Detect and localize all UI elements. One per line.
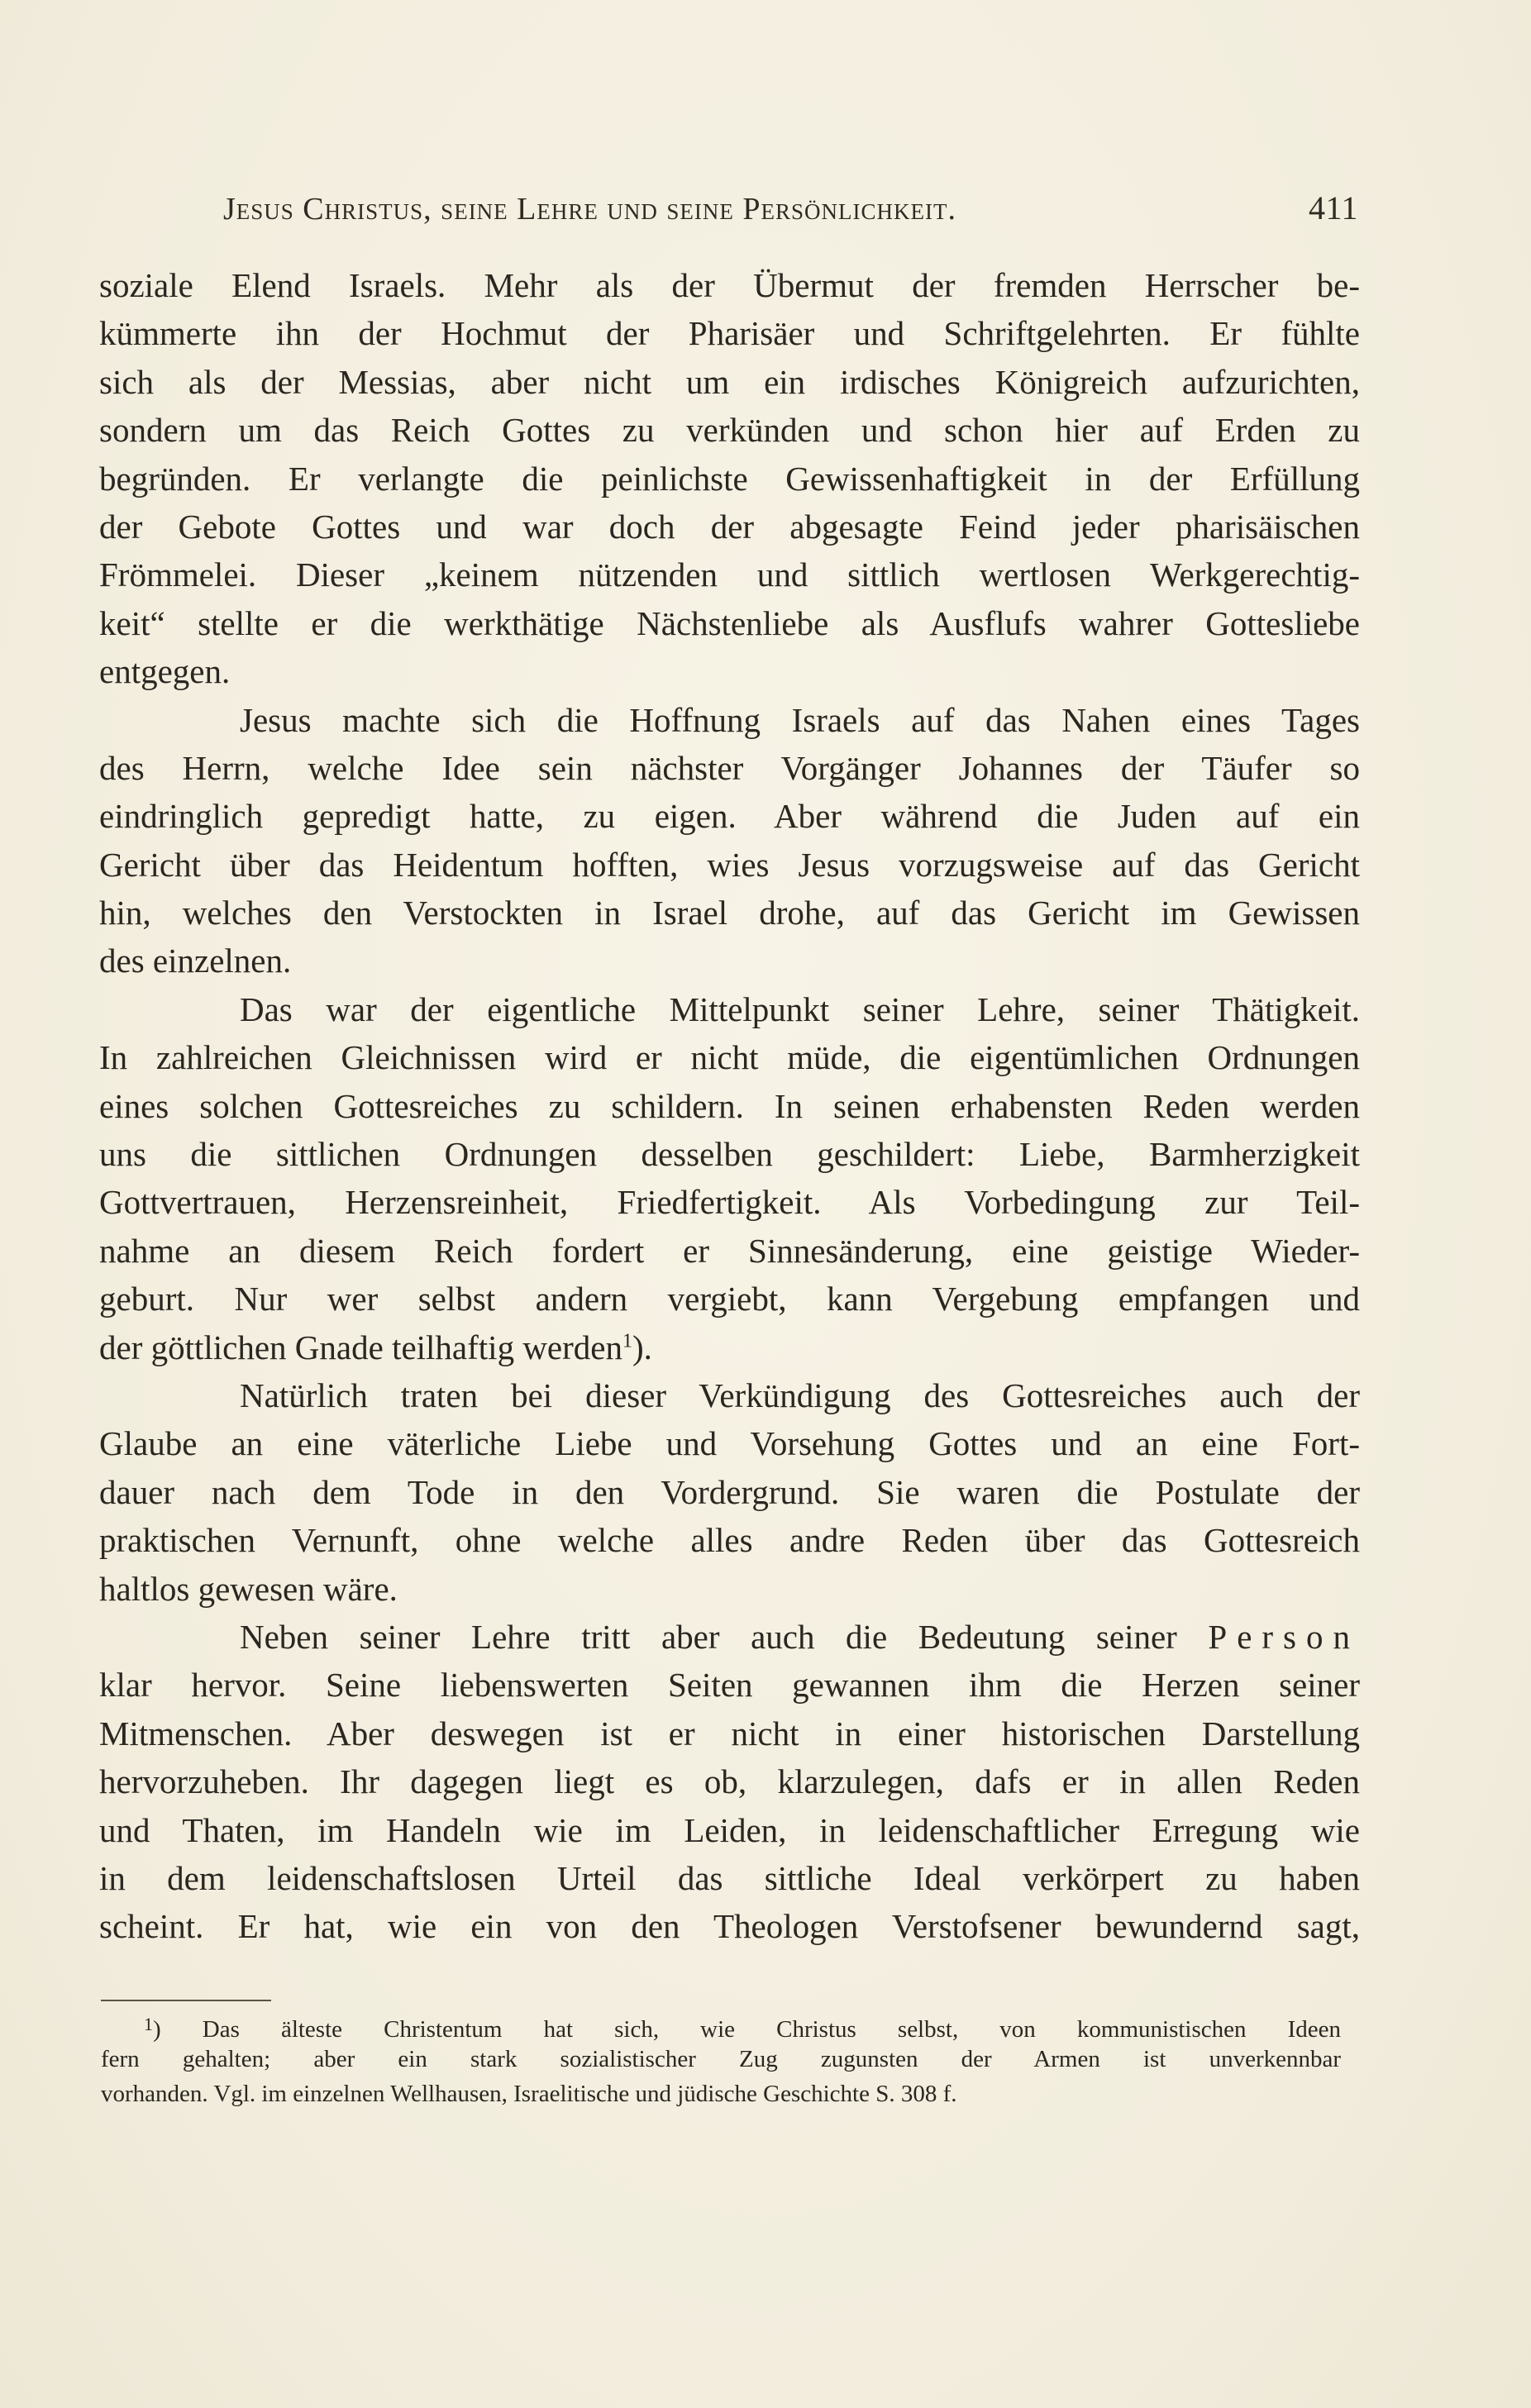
text-line: sondern um das Reich Gottes zu verkünden und schon hier auf Erden zu [99,411,1360,450]
running-title: Jesus Christus, seine Lehre und seine Persönlichkeit. [223,192,956,226]
text-line: Mitmenschen. Aber deswegen ist er nicht in einer historischen Darstellung [99,1714,1360,1752]
paragraph-start-line: Jesus machte sich die Hoffnung Israels auf das Nahen eines Tages [240,700,1360,739]
footnote-text: ) Das älteste Christentum hat sich, wie Christus selbst, von kommunistischen Ideen [153,2016,1341,2043]
text-line: Frömmelei. Dieser „keinem nützenden und sittlich wertlosen Werkgerechtig- [99,556,1360,594]
text-line: Glaube an eine väterliche Liebe und Vorsehung Gottes und an eine Fort- [99,1424,1360,1463]
paragraph-start-line: Natürlich traten bei dieser Verkündigung des Gottesreiches auch der [240,1376,1360,1414]
text-line: eines solchen Gottesreiches zu schildern. In seinen erhabensten Reden werden [99,1086,1360,1125]
footnote-marker: 1 [144,2014,153,2034]
text-line-with-footnote [99,1323,1360,1371]
text-line: haltlos gewesen wäre. [99,1569,398,1608]
text-line: hin, welches den Verstockten in Israel drohe, auf das Gericht im Gewissen [99,894,1360,932]
footnote-line: fern gehalten; aber ein stark sozialistischer Zug zugunsten der Armen ist unverkennbar [101,2046,1341,2072]
text-line: eindringlich gepredigt hatte, zu eigen. Aber während die Juden auf ein [99,797,1360,836]
running-header [223,188,1358,238]
text-line: klar hervor. Seine liebenswerten Seiten gewannen ihm die Herzen seiner [99,1666,1360,1705]
footnote-line [101,2007,1341,2042]
text-line: des einzelnen. [99,942,292,980]
text-line: Gottvertrauen, Herzensreinheit, Friedfertigkeit. Als Vorbedingung zur Teil- [99,1183,1360,1222]
body-text [99,261,1360,1951]
text-line: sich als der Messias, aber nicht um ein irdisches Königreich aufzurichten, [99,362,1360,401]
footnote-divider [101,2000,271,2001]
text-line: und Thaten, im Handeln wie im Leiden, in leidenschaftlicher Erregung wie [99,1810,1360,1849]
text-line: praktischen Vernunft, ohne welche alles andre Reden über das Gottesreich [99,1521,1360,1560]
text-line: soziale Elend Israels. Mehr als der Übermut der fremden Herrscher be- [99,266,1360,304]
text-line: kümmerte ihn der Hochmut der Pharisäer und Schriftgelehrten. Er fühlte [99,314,1360,353]
text-line: des Herrn, welche Idee sein nächster Vorgänger Johannes der Täufer so [99,748,1360,787]
paragraph-start-line: Das war der eigentliche Mittelpunkt seiner Lehre, seiner Thätigkeit. [240,989,1360,1028]
text-line: in dem leidenschaftslosen Urteil das sittliche Ideal verkörpert zu haben [99,1858,1360,1897]
text-line: der Gebote Gottes und war doch der abgesagte Feind jeder pharisäischen [99,507,1360,546]
emphasized-word: Person [1208,1617,1361,1656]
footnote-line: vorhanden. Vgl. im einzelnen Wellhausen, Israelitische und jüdische Geschichte S. 308 f. [101,2081,957,2107]
text-line: entgegen. [99,652,231,691]
text-segment: Neben seiner Lehre tritt aber auch die Bedeutung seiner [240,1617,1177,1656]
text-line: dauer nach dem Tode in den Vordergrund. Sie waren die Postulate der [99,1472,1360,1511]
text-line: Gericht über das Heidentum hofften, wies Jesus vorzugsweise auf das Gericht [99,845,1360,884]
text-line: nahme an diesem Reich fordert er Sinnesänderung, eine geistige Wieder- [99,1231,1360,1270]
text-line: scheint. Er hat, wie ein von den Theologen Verstofsener bewundernd sagt, [99,1907,1360,1946]
text-segment: der göttlichen Gnade teilhaftig werden [99,1328,622,1366]
footnote-reference[interactable]: 1 [622,1329,632,1352]
paragraph-start-line [99,1613,1360,1661]
text-line: hervorzuheben. Ihr dagegen liegt es ob, klarzulegen, dafs er in allen Reden [99,1762,1360,1801]
page-number: 411 [1308,189,1358,226]
text-line: keit“ stellte er die werkthätige Nächstenliebe als Ausflufs wahrer Gottesliebe [99,603,1360,642]
text-line: begründen. Er verlangte die peinlichste Gewissenhaftigkeit in der Erfüllung [99,459,1360,498]
text-line: uns die sittlichen Ordnungen desselben geschildert: Liebe, Barmherzigkeit [99,1135,1360,1174]
text-line: In zahlreichen Gleichnissen wird er nicht müde, die eigentümlichen Ordnungen [99,1038,1360,1077]
text-line: geburt. Nur wer selbst andern vergiebt, kann Vergebung empfangen und [99,1280,1360,1318]
footnotes [101,2007,1341,2111]
text-segment: ). [632,1328,652,1366]
